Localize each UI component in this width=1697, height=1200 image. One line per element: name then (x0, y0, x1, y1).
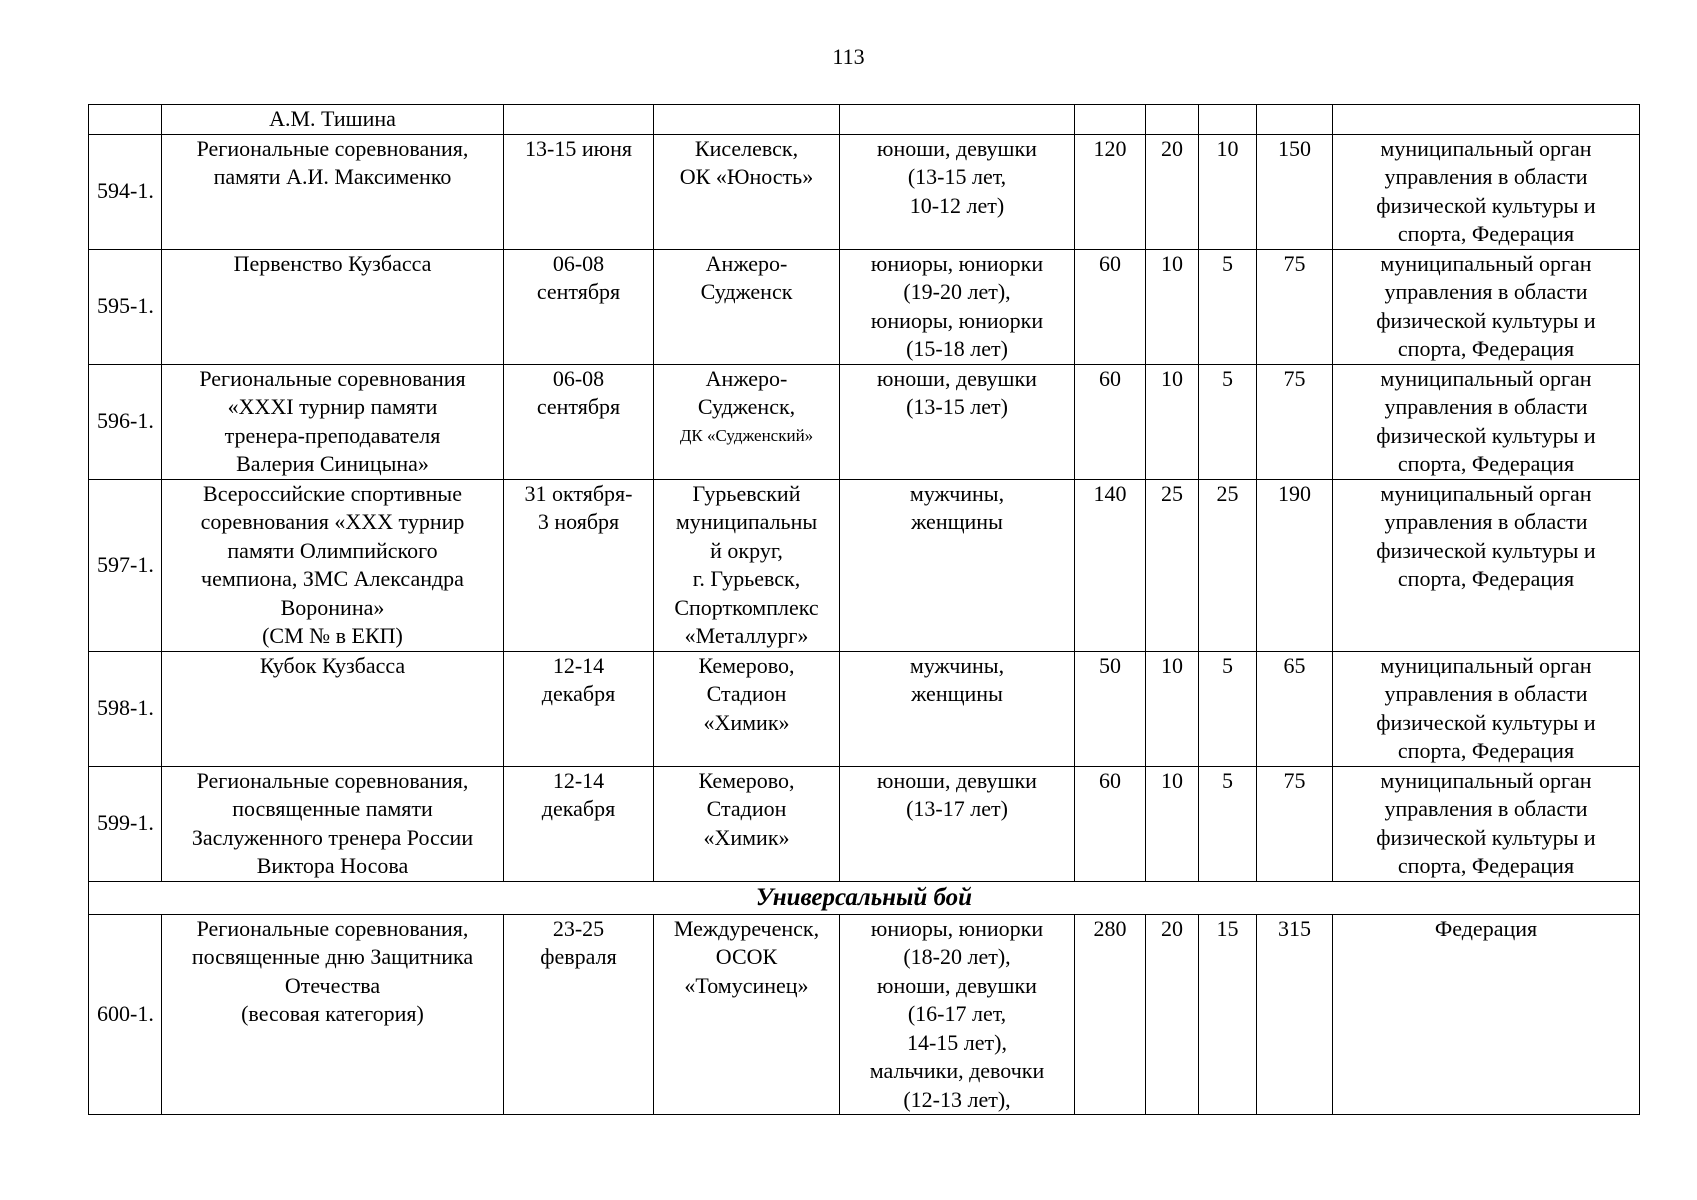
cell-line: мужчины, (909, 480, 1005, 506)
cell-line: г. Гурьевск, (692, 566, 801, 591)
cell-line: муниципальны (675, 509, 818, 534)
cell-line: юноши, девушки (877, 135, 1037, 161)
cell-date (504, 105, 654, 135)
cell-name (162, 249, 504, 364)
cell-line: 10-12 лет) (909, 192, 1005, 218)
cell-line: управления в области (1384, 509, 1588, 534)
table-row (89, 479, 1640, 651)
cell-line: Региональные соревнования, (196, 135, 469, 161)
cell-line: Стадион (706, 681, 787, 706)
section-heading: Универсальный бой (89, 881, 1640, 914)
cell-participants (840, 249, 1075, 364)
cell-c2: 20 (1146, 134, 1199, 249)
table-row (89, 766, 1640, 881)
cell-line: Судженск (700, 279, 793, 304)
cell-date (504, 914, 654, 1115)
cell-participants (840, 364, 1075, 479)
cell-name (162, 134, 504, 249)
cell-place (654, 479, 840, 651)
cell-line: й округ, (710, 537, 783, 563)
cell-c1 (1075, 105, 1146, 135)
cell-name (162, 364, 504, 479)
cell-c3: 5 (1199, 249, 1257, 364)
name-line: А.М. Тишина (269, 106, 396, 131)
cell-line: спорта, Федерация (1397, 451, 1575, 476)
cell-line: физической культуры и (1376, 709, 1596, 735)
cell-c1: 60 (1075, 766, 1146, 881)
cell-line: Анжеро- (705, 250, 788, 276)
page-number: 113 (832, 44, 865, 69)
cell-line: Воронина» (280, 594, 385, 620)
cell-line: (12-13 лет), (903, 1086, 1011, 1112)
cell-line: (13-15 лет, (907, 164, 1007, 189)
cell-c2: 25 (1146, 479, 1199, 651)
cell-line: физической культуры и (1376, 824, 1596, 850)
cell-c1: 140 (1075, 479, 1146, 651)
cell-line: 12-14 (552, 652, 605, 678)
cell-place (654, 249, 840, 364)
cell-line: спорта, Федерация (1397, 221, 1575, 246)
cell-num: 595-1. (89, 249, 162, 364)
cell-line: Региональные соревнования, (196, 915, 469, 941)
cell-line: (СМ № в ЕКП) (262, 623, 403, 648)
table-row (89, 249, 1640, 364)
cell-line: 3 ноября (537, 509, 620, 534)
cell-num: 598-1. (89, 651, 162, 766)
cell-total: 65 (1257, 651, 1333, 766)
section-heading-row (89, 881, 1640, 914)
cell-date (504, 364, 654, 479)
cell-line: Всероссийские спортивные (203, 480, 462, 506)
cell-line: (13-17 лет) (906, 796, 1008, 821)
cell-line: Региональные соревнования, (196, 767, 469, 793)
cell-line: (13-15 лет) (906, 394, 1008, 419)
cell-line: Виктора Носова (256, 853, 409, 878)
cell-place (654, 766, 840, 881)
cell-line: посвященные памяти (232, 796, 433, 821)
cell-line: (15-18 лет) (906, 336, 1008, 361)
cell-date (504, 249, 654, 364)
cell-place (654, 651, 840, 766)
cell-line: Федерация (1434, 915, 1538, 941)
cell-org (1333, 134, 1640, 249)
cell-c2: 10 (1146, 249, 1199, 364)
table-row (89, 134, 1640, 249)
cell-line: юноши, девушки (877, 365, 1037, 391)
cell-line: юниоры, юниорки (870, 915, 1044, 941)
cell-total: 75 (1257, 364, 1333, 479)
cell-line: ОСОК (715, 944, 778, 969)
cell-line: Заслуженного тренера России (191, 824, 474, 850)
cell-c1: 50 (1075, 651, 1146, 766)
cell-line: «Металлург» (684, 623, 809, 648)
cell-line: «Химик» (703, 824, 790, 850)
cell-line: юноши, девушки (877, 972, 1037, 998)
cell-line: памяти А.И. Максименко (213, 164, 452, 189)
cell-c3: 5 (1199, 766, 1257, 881)
cell-c1: 60 (1075, 364, 1146, 479)
cell-line: сентября (536, 394, 621, 419)
cell-line: Отечества (284, 972, 381, 998)
cell-line: спорта, Федерация (1397, 853, 1575, 878)
cell-participants (840, 651, 1075, 766)
cell-c3: 5 (1199, 364, 1257, 479)
cell-num: 597-1. (89, 479, 162, 651)
cell-line: 14-15 лет), (906, 1029, 1007, 1055)
cell-org (1333, 105, 1640, 135)
cell-line: «Химик» (703, 709, 790, 735)
table-row (89, 651, 1640, 766)
cell-participants (840, 479, 1075, 651)
cell-org (1333, 651, 1640, 766)
cell-line: женщины (911, 509, 1003, 534)
events-table (88, 104, 1640, 1115)
cell-line: физической культуры и (1376, 192, 1596, 218)
cell-line: Анжеро- (705, 365, 788, 391)
cell-c3: 15 (1199, 914, 1257, 1115)
cell-c1: 120 (1075, 134, 1146, 249)
cell-line: муниципальный орган (1380, 767, 1592, 793)
cell-line: (19-20 лет), (903, 279, 1011, 304)
cell-line: февраля (540, 944, 617, 969)
cell-line: декабря (541, 796, 616, 821)
cell-line: «XXXI турнир памяти (227, 394, 438, 419)
cell-org (1333, 766, 1640, 881)
cell-num: 596-1. (89, 364, 162, 479)
cell-total: 75 (1257, 249, 1333, 364)
table-body (89, 105, 1640, 1115)
cell-line: тренера-преподавателя (224, 422, 441, 448)
cell-line: муниципальный орган (1380, 480, 1592, 506)
cell-line: спорта, Федерация (1397, 738, 1575, 763)
cell-line: (весовая категория) (241, 1001, 424, 1026)
cell-c2: 10 (1146, 651, 1199, 766)
cell-line: Гурьевский (692, 480, 801, 506)
cell-line: юноши, девушки (877, 767, 1037, 793)
cell-line: «Томусинец» (684, 972, 809, 998)
cell-c2: 20 (1146, 914, 1199, 1115)
cell-total: 150 (1257, 134, 1333, 249)
cell-participants (840, 134, 1075, 249)
cell-line: Первенство Кузбасса (233, 250, 432, 276)
cell-line: спорта, Федерация (1397, 336, 1575, 361)
cell-line: юниоры, юниорки (870, 307, 1044, 333)
cell-c2: 10 (1146, 364, 1199, 479)
cell-line: Киселевск, (694, 135, 799, 161)
cell-line: мужчины, (909, 652, 1005, 678)
cell-c3: 25 (1199, 479, 1257, 651)
cell-line: посвященные дню Защитника (191, 944, 474, 969)
cell-line: Спорткомплекс (674, 594, 819, 620)
cell-c1: 280 (1075, 914, 1146, 1115)
cell-total: 315 (1257, 914, 1333, 1115)
cell-line: муниципальный орган (1380, 652, 1592, 678)
cell-line: управления в области (1384, 164, 1588, 189)
cell-name (162, 479, 504, 651)
continuation-row (89, 105, 1640, 135)
cell-line: юниоры, юниорки (870, 250, 1044, 276)
cell-line: Валерия Синицына» (236, 451, 429, 476)
cell-line: физической культуры и (1376, 537, 1596, 563)
cell-c3 (1199, 105, 1257, 135)
cell-participants (840, 105, 1075, 135)
cell-line: соревнования «XXX турнир (200, 509, 465, 534)
cell-line: женщины (911, 681, 1003, 706)
cell-place (654, 914, 840, 1115)
cell-line: мальчики, девочки (869, 1058, 1045, 1083)
cell-place (654, 105, 840, 135)
cell-line: муниципальный орган (1380, 365, 1592, 391)
cell-c2: 10 (1146, 766, 1199, 881)
cell-line: чемпиона, ЗМС Александра (201, 566, 464, 591)
cell-org (1333, 914, 1640, 1115)
cell-org (1333, 479, 1640, 651)
cell-line: ОК «Юность» (679, 164, 814, 189)
cell-line: 23-25 (552, 915, 605, 941)
cell-participants (840, 914, 1075, 1115)
cell-num: 600-1. (89, 914, 162, 1115)
cell-line: физической культуры и (1376, 422, 1596, 448)
cell-date (504, 766, 654, 881)
cell-place (654, 134, 840, 249)
cell-name (162, 651, 504, 766)
table-row (89, 364, 1640, 479)
cell-place (654, 364, 840, 479)
cell-line: 06-08 (552, 365, 605, 391)
cell-line: сентября (536, 279, 621, 304)
cell-line: Междуреченск, (673, 915, 820, 941)
place-venue-small: ДК «Судженский» (679, 425, 814, 445)
cell-line: Кубок Кузбасса (259, 652, 406, 678)
cell-line: управления в области (1384, 279, 1588, 304)
cell-c3: 5 (1199, 651, 1257, 766)
cell-line: управления в области (1384, 394, 1588, 419)
cell-total (1257, 105, 1333, 135)
cell-line: муниципальный орган (1380, 250, 1592, 276)
cell-line: Кемерово, (698, 652, 795, 678)
cell-line: 31 октября- (524, 480, 633, 506)
cell-name (162, 766, 504, 881)
cell-num: 594-1. (89, 134, 162, 249)
cell-num (89, 105, 162, 135)
cell-date (504, 651, 654, 766)
cell-line: Региональные соревнования (199, 365, 466, 391)
cell-line: 13-15 июня (525, 135, 632, 161)
cell-line: физической культуры и (1376, 307, 1596, 333)
cell-name (162, 914, 504, 1115)
cell-c2 (1146, 105, 1199, 135)
cell-total: 75 (1257, 766, 1333, 881)
cell-org (1333, 249, 1640, 364)
cell-participants (840, 766, 1075, 881)
cell-line: Кемерово, (698, 767, 795, 793)
cell-line: (18-20 лет), (903, 944, 1011, 969)
cell-line: Судженск, (697, 394, 796, 419)
cell-line: памяти Олимпийского (227, 537, 438, 563)
cell-c1: 60 (1075, 249, 1146, 364)
cell-name (162, 105, 504, 135)
cell-line: спорта, Федерация (1397, 566, 1575, 591)
cell-line: (16-17 лет, (907, 1001, 1007, 1026)
cell-line: Стадион (706, 796, 787, 821)
cell-org (1333, 364, 1640, 479)
cell-line: управления в области (1384, 796, 1588, 821)
cell-date (504, 134, 654, 249)
cell-line: декабря (541, 681, 616, 706)
cell-line: 06-08 (552, 250, 605, 276)
cell-total: 190 (1257, 479, 1333, 651)
cell-line: муниципальный орган (1380, 135, 1592, 161)
cell-c3: 10 (1199, 134, 1257, 249)
cell-line: управления в области (1384, 681, 1588, 706)
cell-line: 12-14 (552, 767, 605, 793)
table-row (89, 914, 1640, 1115)
cell-date (504, 479, 654, 651)
cell-num: 599-1. (89, 766, 162, 881)
